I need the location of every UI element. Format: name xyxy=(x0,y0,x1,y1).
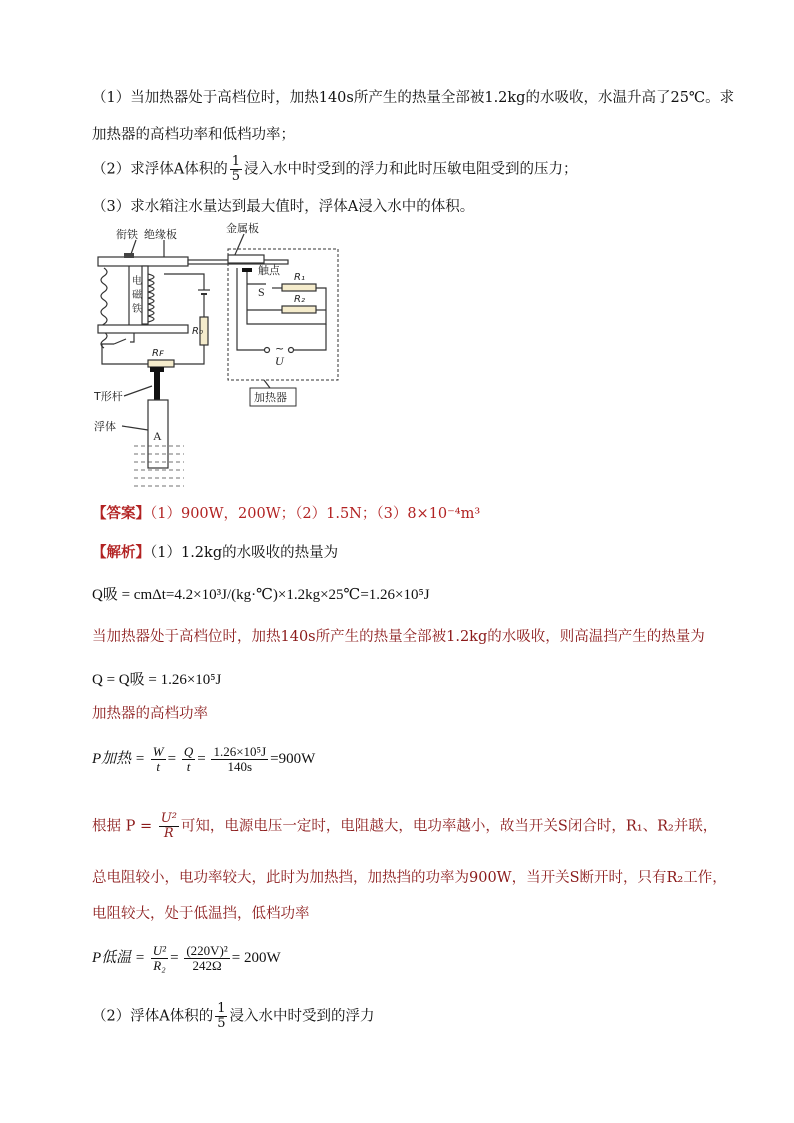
terminal-right xyxy=(289,348,294,353)
eq4-f1-den: R₂ xyxy=(153,958,166,973)
leader-metal-plate xyxy=(234,234,244,257)
question-1-line-2: 加热器的高档功率和低档功率； xyxy=(92,127,295,143)
coil xyxy=(148,274,154,322)
eq3-f3-den: 140s xyxy=(227,759,253,774)
t-rod-top xyxy=(150,367,164,372)
control-switch xyxy=(114,339,126,344)
resistor-r2 xyxy=(282,306,316,313)
l7-suffix: 浸入水中时受到的浮力 xyxy=(229,1008,375,1025)
eq3-lhs: P加热 = xyxy=(92,750,146,767)
control-wire-top xyxy=(164,274,204,290)
fraction-numerator: 1 xyxy=(231,154,240,169)
eq4-fraction-1 xyxy=(151,944,168,973)
eq3-f2-num: Q xyxy=(183,744,194,759)
label-electromagnet-2: 磁 xyxy=(132,290,142,301)
answer-text: （1）900W，200W；（2）1.5N；（3）8×10⁻⁴m³ xyxy=(150,506,481,522)
eq3-f1-num: W xyxy=(152,744,164,759)
eq4-f2-num: (220V)² xyxy=(186,943,228,958)
l7-fraction xyxy=(215,1002,227,1031)
leader-float xyxy=(122,426,148,430)
circuit-diagram xyxy=(94,222,340,488)
eq3-fraction-3 xyxy=(211,745,268,774)
label-contact: 触点 xyxy=(258,264,280,277)
analysis-line-4 xyxy=(92,812,717,841)
eq4-f1-num: U² xyxy=(152,943,167,958)
spring xyxy=(101,268,107,348)
analysis-line-1 xyxy=(92,543,338,563)
base-plate xyxy=(98,325,188,333)
leader-heater xyxy=(264,380,270,388)
analysis-line-5: 总电阻较小，电功率较大，此时为加热挡，加热挡的功率为900W，当开关S断开时，只有R₂工作， xyxy=(92,870,727,886)
label-electromagnet-1: 电 xyxy=(132,276,142,287)
question-1-line-1: （1）当加热器处于高档位时，加热140s所产生的热量全部被1.2kg的水吸收，水温升高了25℃。求 xyxy=(92,90,735,106)
l4-frac-num: U² xyxy=(160,811,177,826)
question-3: （3）求水箱注水量达到最大值时，浮体A浸入水中的体积。 xyxy=(92,199,475,215)
label-metal-plate: 金属板 xyxy=(226,222,259,235)
analysis-line-3: 加热器的高档功率 xyxy=(92,706,208,722)
l4-prefix: 根据 P = xyxy=(92,818,153,835)
l4-frac-den: R xyxy=(163,826,174,841)
answer xyxy=(92,504,480,524)
label-float: 浮体 xyxy=(94,420,116,433)
eq4-fraction-2 xyxy=(184,944,229,973)
label-r0: R₀ xyxy=(192,326,203,337)
analysis-text-1: （1）1.2kg的水吸收的热量为 xyxy=(150,545,339,561)
question-2 xyxy=(92,155,577,184)
label-r2: R₂ xyxy=(294,294,305,305)
analysis-line-7 xyxy=(92,1002,374,1031)
label-heater: 加热器 xyxy=(254,391,287,404)
eq3-rhs: =900W xyxy=(270,750,316,767)
label-armature: 衔铁 xyxy=(116,228,138,241)
l4-fraction xyxy=(159,812,179,841)
label-r1: R₁ xyxy=(294,272,305,283)
l7-prefix: （2）浮体A体积的 xyxy=(92,1008,214,1025)
t-rod-shaft xyxy=(154,372,160,400)
ac-symbol: ~ xyxy=(275,342,285,355)
control-wire-left xyxy=(102,344,148,364)
pressure-resistor-rf xyxy=(148,360,174,367)
eq4-rhs: = 200W xyxy=(231,949,281,966)
equation-heat-produced: Q = Q吸 = 1.26×10⁵J xyxy=(92,672,222,688)
resistor-r1 xyxy=(282,284,316,291)
question-2-suffix: 浸入水中时受到的浮力和此时压敏电阻受到的压力； xyxy=(243,161,578,178)
contact xyxy=(242,268,252,272)
question-2-prefix: （2）求浮体A体积的 xyxy=(92,161,228,178)
fraction-one-fifth xyxy=(230,155,242,184)
eq4-f2-den: 242Ω xyxy=(192,958,222,973)
metal-plate xyxy=(228,255,264,263)
heater-wire-source-right xyxy=(294,324,326,350)
label-float-a: A xyxy=(153,429,162,443)
l4-suffix: 可知，电源电压一定时，电阻越大，电功率越小，故当开关S闭合时，R₁、R₂并联， xyxy=(180,818,718,835)
fraction-denominator: 5 xyxy=(231,169,240,184)
eq3-f3-num: 1.26×10⁵J xyxy=(213,744,267,759)
equation-heat-absorbed: Q吸 = cmΔt=4.2×10³J/(kg·℃)×1.2kg×25℃=1.26×10⁵J xyxy=(92,587,430,603)
heater-wire-source-left xyxy=(237,268,264,350)
label-electromagnet-3: 铁 xyxy=(132,304,142,315)
label-switch-s: S xyxy=(258,285,265,299)
analysis-line-2: 当加热器处于高档位时，加热140s所产生的热量全部被1.2kg的水吸收，则高温挡产生的热量为 xyxy=(92,629,705,645)
leader-t-rod xyxy=(124,386,152,396)
eq4-lhs: P低温 = xyxy=(92,949,146,966)
analysis-tag: 【解析】 xyxy=(92,544,150,561)
label-insulator: 绝缘板 xyxy=(144,228,177,241)
control-wire-right xyxy=(174,345,204,364)
analysis-line-6: 电阻较大，处于低温挡，低档功率 xyxy=(92,906,310,922)
l7-frac-den: 5 xyxy=(217,1016,226,1031)
armature-bar xyxy=(98,257,188,266)
eq3-fraction-1 xyxy=(151,745,166,774)
label-t-rod: T形杆 xyxy=(94,390,123,403)
equation-low-power: P低温 = $\frac{\text{U²}}{\text{R₂}}$ = $\frac{\text{(220V)²}}{242\Omega}$ = 200W xyxy=(92,943,281,973)
eq3-f2-den: t xyxy=(186,759,191,774)
l7-frac-num: 1 xyxy=(217,1001,226,1016)
eq3-fraction-2 xyxy=(182,745,195,774)
control-wire-to-coil xyxy=(130,333,134,342)
label-u: U xyxy=(275,354,284,368)
equation-high-power: P加热 = $\frac{W}{t}$ = $\frac{Q}{t}$ = $\frac{\text{1.26×10⁵J}}{140s}$ =900W xyxy=(92,744,316,774)
answer-tag: 【答案】 xyxy=(92,505,150,522)
terminal-left xyxy=(265,348,270,353)
iron-core xyxy=(142,266,148,324)
label-rf: Rꜰ xyxy=(152,348,164,359)
pivot xyxy=(124,253,134,258)
eq3-f1-den: t xyxy=(156,759,161,774)
